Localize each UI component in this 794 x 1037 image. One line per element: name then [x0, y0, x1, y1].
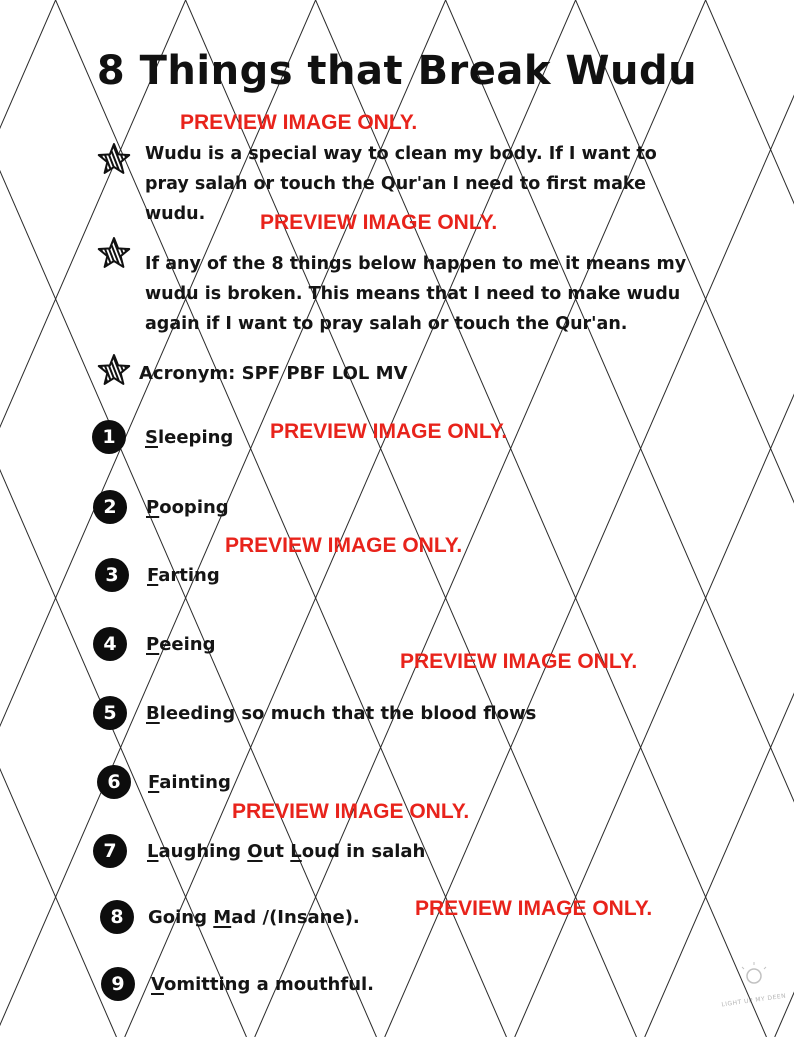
acronym-letter: V	[151, 974, 164, 995]
item-text: arting	[158, 565, 220, 586]
preview-watermark: PREVIEW IMAGE ONLY.	[415, 897, 653, 920]
intro-paragraph: Wudu is a special way to clean my body. If I want to pray salah or touch the Qur'an I need to first make wudu.	[145, 144, 657, 224]
list-item	[147, 565, 220, 586]
item-text: leeding so much that the blood flows	[159, 703, 537, 724]
grid-line	[775, 0, 794, 1037]
acronym-letter: F	[148, 772, 160, 793]
item-text: ut	[262, 841, 291, 862]
preview-watermark: PREVIEW IMAGE ONLY.	[180, 111, 418, 134]
number-badge: 1	[92, 420, 126, 454]
acronym-letter: B	[146, 703, 160, 724]
preview-watermark: PREVIEW IMAGE ONLY.	[270, 420, 508, 443]
page-title: 8 Things that Break Wudu	[96, 48, 698, 94]
striped-star-icon	[96, 236, 132, 272]
number-badge: 8	[100, 900, 134, 934]
item-text: ainting	[159, 772, 231, 793]
item-text: aughing	[158, 841, 248, 862]
acronym-letter: O	[247, 841, 263, 862]
item-text: leeping	[157, 427, 234, 448]
acronym-letter: L	[290, 841, 302, 862]
acronym-letter: S	[145, 427, 158, 448]
list-item	[146, 497, 229, 518]
list-item	[147, 841, 425, 862]
striped-star-icon	[96, 353, 132, 389]
light-up-my-deen-logo	[721, 962, 787, 1022]
logo-text: LIGHT UP MY DEEN	[721, 992, 787, 1009]
number-badge: 9	[101, 967, 135, 1001]
number-badge: 6	[97, 765, 131, 799]
preview-watermark: PREVIEW IMAGE ONLY.	[400, 650, 638, 673]
striped-star-icon	[96, 142, 132, 178]
preview-watermark: PREVIEW IMAGE ONLY.	[260, 211, 498, 234]
acronym-text: Acronym: SPF PBF LOL MV	[139, 363, 408, 384]
item-text: ad /(Insane).	[231, 907, 360, 928]
grid-line	[0, 0, 56, 1037]
number-badge: 7	[93, 834, 127, 868]
acronym-letter: F	[147, 565, 159, 586]
number-badge: 5	[93, 696, 127, 730]
item-text: eeing	[159, 634, 216, 655]
item-text: oud in salah	[301, 841, 426, 862]
list-item	[151, 974, 374, 995]
number-badge: 4	[93, 627, 127, 661]
number-badge: 2	[93, 490, 127, 524]
acronym-letter: P	[146, 497, 160, 518]
item-text: ooping	[159, 497, 229, 518]
list-item	[145, 427, 233, 448]
list-item	[146, 634, 216, 655]
item-text: Going	[148, 907, 214, 928]
preview-watermark: PREVIEW IMAGE ONLY.	[232, 800, 470, 823]
list-item	[148, 772, 231, 793]
list-item	[148, 907, 360, 928]
acronym-letter: L	[147, 841, 159, 862]
broken-wudu-paragraph: If any of the 8 things below happen to me it means my wudu is broken. This means that I need to make wudu again if I want to pray salah or touch the Qur'an.	[145, 254, 687, 334]
list-item	[146, 703, 536, 724]
acronym-letter: P	[146, 634, 160, 655]
preview-watermark: PREVIEW IMAGE ONLY.	[225, 534, 463, 557]
number-badge: 3	[95, 558, 129, 592]
grid-line	[706, 0, 794, 1037]
item-text: omitting a mouthful.	[163, 974, 375, 995]
acronym-letter: M	[213, 907, 232, 928]
